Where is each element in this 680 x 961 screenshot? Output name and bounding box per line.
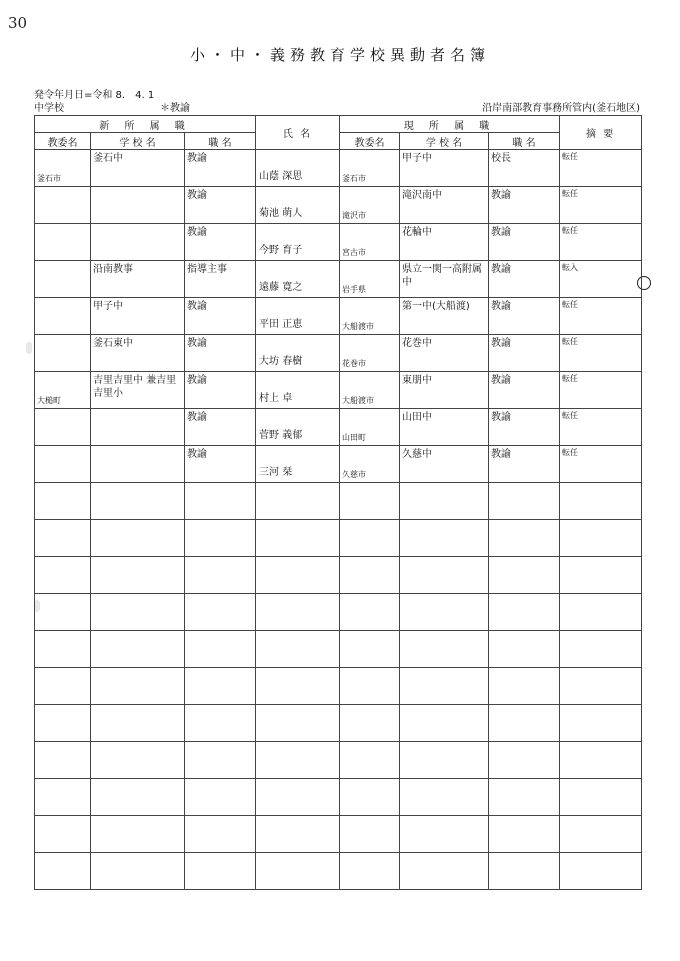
new-school-cell (91, 409, 185, 446)
empty-cell (560, 705, 642, 742)
name-cell (256, 298, 340, 335)
summary-text: 転任 (562, 300, 579, 309)
new-school-cell (91, 150, 185, 187)
new-post-text: 教諭 (187, 338, 207, 349)
summary-header: 摘 要 (560, 116, 642, 150)
summary-text: 転入 (562, 263, 579, 272)
empty-row (35, 705, 642, 742)
empty-cell (489, 705, 560, 742)
name-cell (256, 335, 340, 372)
empty-cell (489, 520, 560, 557)
empty-row (35, 483, 642, 520)
empty-cell (560, 594, 642, 631)
empty-cell (340, 816, 400, 853)
empty-cell (91, 779, 185, 816)
current-board-cell (340, 150, 400, 187)
current-post-text: 校長 (491, 153, 512, 164)
current-school-cell (400, 298, 489, 335)
new-post-text: 教諭 (187, 190, 207, 201)
empty-cell (560, 816, 642, 853)
empty-cell (185, 816, 256, 853)
empty-cell (400, 816, 489, 853)
current-post-text: 教諭 (491, 227, 512, 238)
table-row (35, 224, 642, 261)
empty-cell (489, 594, 560, 631)
current-school-cell (400, 261, 489, 298)
new-school-cell (91, 335, 185, 372)
empty-cell (35, 668, 91, 705)
page-number: 30 (8, 14, 28, 32)
empty-cell (35, 816, 91, 853)
name-cell (256, 446, 340, 483)
new-post-cell (185, 298, 256, 335)
current-school-cell (400, 372, 489, 409)
name-text: 今野 育子 (259, 245, 303, 256)
current-post-text: 教諭 (491, 449, 512, 460)
current-school-text: 第一中(大船渡) (402, 301, 470, 312)
table-row (35, 446, 642, 483)
new-post-cell (185, 372, 256, 409)
empty-row (35, 742, 642, 779)
current-board-text: 岩手県 (342, 285, 367, 294)
empty-cell (489, 668, 560, 705)
current-post-text: 教諭 (491, 375, 512, 386)
new-affiliation-header: 新 所 属 職 (35, 116, 256, 133)
empty-cell (35, 853, 91, 890)
empty-cell (489, 816, 560, 853)
empty-row (35, 594, 642, 631)
summary-cell (560, 409, 642, 446)
empty-cell (340, 779, 400, 816)
current-school-text: 花輪中 (402, 227, 433, 238)
current-post-cell (489, 446, 560, 483)
new-school-cell (91, 446, 185, 483)
empty-cell (35, 520, 91, 557)
current-school-text: 東朋中 (402, 375, 433, 386)
new-board-text: 大槌町 (37, 396, 61, 405)
issue-date: 発令年月日=令和 8. 4. 1 (34, 90, 155, 101)
name-text: 村上 卓 (259, 393, 293, 404)
new-school-cell (91, 224, 185, 261)
empty-cell (256, 520, 340, 557)
current-post-cell (489, 409, 560, 446)
new-post-cell (185, 409, 256, 446)
empty-cell (400, 853, 489, 890)
name-cell (256, 409, 340, 446)
empty-cell (560, 779, 642, 816)
summary-cell (560, 261, 642, 298)
current-school-text: 滝沢南中 (402, 190, 443, 201)
empty-cell (340, 483, 400, 520)
new-post-cell (185, 187, 256, 224)
name-cell (256, 261, 340, 298)
current-school-cell (400, 187, 489, 224)
empty-cell (340, 742, 400, 779)
summary-text: 転任 (562, 226, 579, 235)
page-title: 小・中・義務教育学校異動者名簿 (189, 46, 490, 64)
empty-cell (91, 520, 185, 557)
current-affiliation-header: 現 所 属 職 (340, 116, 560, 133)
empty-cell (185, 520, 256, 557)
transfer-table (34, 115, 642, 890)
empty-cell (185, 483, 256, 520)
empty-cell (35, 594, 91, 631)
current-post-cell (489, 372, 560, 409)
current-school-cell (400, 150, 489, 187)
new-school-text: 甲子中 (93, 301, 123, 312)
current-board-text: 花巻市 (342, 359, 367, 368)
new-board-cell (35, 446, 91, 483)
empty-cell (400, 742, 489, 779)
board-header: 教委名 (35, 133, 91, 150)
table-row (35, 409, 642, 446)
current-board-text: 大船渡市 (342, 396, 375, 405)
new-post-cell (185, 150, 256, 187)
empty-cell (400, 631, 489, 668)
empty-cell (256, 853, 340, 890)
new-board-cell (35, 372, 91, 409)
empty-row (35, 557, 642, 594)
current-board-cell (340, 261, 400, 298)
summary-cell (560, 446, 642, 483)
current-school-cell (400, 335, 489, 372)
empty-cell (400, 705, 489, 742)
table-row (35, 261, 642, 298)
current-school-text: 甲子中 (402, 153, 433, 164)
new-board-cell (35, 335, 91, 372)
empty-cell (560, 557, 642, 594)
new-school-text: 釜石中 (93, 153, 123, 164)
current-school-text: 久慈中 (402, 449, 433, 460)
empty-cell (256, 483, 340, 520)
table-row (35, 372, 642, 409)
current-school-cell (400, 409, 489, 446)
empty-cell (35, 742, 91, 779)
new-school-cell (91, 187, 185, 224)
post-type: ＊教諭 (160, 103, 190, 114)
empty-cell (340, 705, 400, 742)
school-header: 学 校 名 (91, 133, 185, 150)
empty-cell (400, 779, 489, 816)
current-board-text: 宮古市 (342, 248, 367, 257)
empty-cell (35, 483, 91, 520)
empty-cell (256, 668, 340, 705)
new-board-cell (35, 298, 91, 335)
current-post-text: 教諭 (491, 301, 512, 312)
empty-cell (35, 779, 91, 816)
empty-cell (185, 668, 256, 705)
current-school-cell (400, 224, 489, 261)
empty-cell (340, 520, 400, 557)
current-board-cell (340, 409, 400, 446)
empty-cell (560, 853, 642, 890)
current-board-header: 教委名 (340, 133, 400, 150)
current-board-text: 釜石市 (342, 174, 367, 183)
empty-row (35, 816, 642, 853)
empty-cell (489, 779, 560, 816)
empty-cell (35, 705, 91, 742)
empty-cell (256, 631, 340, 668)
empty-cell (185, 853, 256, 890)
new-post-cell (185, 224, 256, 261)
current-board-text: 大船渡市 (342, 322, 375, 331)
empty-cell (256, 816, 340, 853)
new-board-text: 釜石市 (37, 174, 61, 183)
empty-cell (91, 594, 185, 631)
empty-cell (91, 705, 185, 742)
new-school-text: 吉里吉里中 兼吉里吉里小 (93, 375, 177, 399)
new-board-cell (35, 187, 91, 224)
new-school-text (91, 409, 184, 411)
current-post-cell (489, 187, 560, 224)
empty-cell (489, 853, 560, 890)
current-school-text: 花巻中 (402, 338, 433, 349)
empty-cell (560, 631, 642, 668)
new-post-text: 教諭 (187, 375, 207, 386)
empty-row (35, 631, 642, 668)
empty-row (35, 853, 642, 890)
empty-cell (91, 483, 185, 520)
empty-cell (185, 742, 256, 779)
new-school-text: 沿南教事 (93, 264, 133, 275)
new-post-text: 教諭 (187, 301, 207, 312)
post-header: 職 名 (185, 133, 256, 150)
empty-row (35, 779, 642, 816)
summary-cell (560, 187, 642, 224)
empty-cell (400, 557, 489, 594)
current-board-cell (340, 187, 400, 224)
empty-cell (340, 853, 400, 890)
new-post-text: 教諭 (187, 449, 207, 460)
name-cell (256, 224, 340, 261)
empty-cell (340, 557, 400, 594)
school-type: 中学校 (34, 103, 64, 114)
summary-cell (560, 298, 642, 335)
summary-cell (560, 335, 642, 372)
name-cell (256, 150, 340, 187)
office-name: 沿岸南部教育事務所管内(釜石地区) (482, 103, 640, 114)
current-school-cell (400, 446, 489, 483)
empty-cell (489, 742, 560, 779)
empty-cell (400, 594, 489, 631)
empty-cell (256, 557, 340, 594)
new-post-cell (185, 261, 256, 298)
empty-cell (256, 705, 340, 742)
summary-text: 転任 (562, 337, 579, 346)
empty-cell (91, 853, 185, 890)
new-school-cell (91, 298, 185, 335)
current-post-text: 教諭 (491, 412, 512, 423)
name-header: 氏 名 (256, 116, 340, 150)
empty-cell (91, 631, 185, 668)
name-text: 大坊 春樹 (259, 356, 303, 367)
empty-cell (91, 742, 185, 779)
empty-cell (35, 557, 91, 594)
name-cell (256, 187, 340, 224)
empty-cell (91, 816, 185, 853)
current-board-cell (340, 335, 400, 372)
summary-cell (560, 224, 642, 261)
current-post-text: 教諭 (491, 190, 512, 201)
summary-cell (560, 150, 642, 187)
new-post-text: 指導主事 (187, 264, 227, 275)
current-post-text: 教諭 (491, 338, 512, 349)
current-school-header: 学 校 名 (400, 133, 489, 150)
current-post-text: 教諭 (491, 264, 512, 275)
current-post-cell (489, 150, 560, 187)
current-board-text: 山田町 (342, 433, 367, 442)
new-school-cell (91, 261, 185, 298)
empty-cell (91, 557, 185, 594)
empty-cell (400, 483, 489, 520)
new-school-text (91, 224, 184, 226)
current-school-text: 山田中 (402, 412, 433, 423)
name-text: 遠藤 寛之 (259, 282, 303, 293)
empty-cell (256, 742, 340, 779)
current-post-cell (489, 298, 560, 335)
empty-cell (560, 520, 642, 557)
new-post-text: 教諭 (187, 412, 207, 423)
table-row (35, 150, 642, 187)
new-post-cell (185, 335, 256, 372)
empty-cell (489, 483, 560, 520)
current-post-cell (489, 224, 560, 261)
summary-text: 転任 (562, 189, 579, 198)
empty-cell (185, 705, 256, 742)
new-board-cell (35, 409, 91, 446)
current-post-cell (489, 335, 560, 372)
table-row (35, 335, 642, 372)
current-board-cell (340, 224, 400, 261)
current-board-text: 滝沢市 (342, 211, 367, 220)
summary-text: 転任 (562, 448, 579, 457)
empty-cell (35, 631, 91, 668)
new-board-cell (35, 224, 91, 261)
current-post-cell (489, 261, 560, 298)
table-row (35, 187, 642, 224)
summary-text: 転任 (562, 374, 579, 383)
empty-cell (340, 631, 400, 668)
scan-mark (26, 342, 32, 354)
empty-cell (340, 594, 400, 631)
new-board-cell (35, 261, 91, 298)
name-cell (256, 372, 340, 409)
name-text: 三河 栞 (259, 467, 293, 478)
current-board-text: 久慈市 (342, 470, 367, 479)
name-text: 山蔭 深思 (259, 171, 303, 182)
empty-cell (340, 668, 400, 705)
summary-text: 転任 (562, 152, 579, 161)
current-board-cell (340, 298, 400, 335)
new-school-text (91, 187, 184, 189)
table-row (35, 298, 642, 335)
empty-row (35, 520, 642, 557)
empty-cell (560, 742, 642, 779)
name-text: 菅野 義郁 (259, 430, 303, 441)
name-text: 平田 正恵 (259, 319, 303, 330)
current-school-text: 県立一関一高附属中 (402, 264, 483, 288)
empty-cell (185, 557, 256, 594)
new-school-cell (91, 372, 185, 409)
empty-row (35, 668, 642, 705)
empty-cell (489, 631, 560, 668)
empty-cell (560, 483, 642, 520)
new-post-text: 教諭 (187, 153, 207, 164)
summary-text: 転任 (562, 411, 579, 420)
empty-cell (185, 594, 256, 631)
new-school-text (91, 446, 184, 448)
current-board-cell (340, 446, 400, 483)
empty-cell (185, 631, 256, 668)
new-post-text: 教諭 (187, 227, 207, 238)
summary-cell (560, 372, 642, 409)
empty-cell (400, 520, 489, 557)
new-post-cell (185, 446, 256, 483)
empty-cell (256, 594, 340, 631)
empty-cell (400, 668, 489, 705)
empty-cell (256, 779, 340, 816)
empty-cell (489, 557, 560, 594)
current-board-cell (340, 372, 400, 409)
new-school-text: 釜石東中 (93, 338, 133, 349)
name-text: 菊池 萌人 (259, 208, 303, 219)
empty-cell (91, 668, 185, 705)
empty-cell (560, 668, 642, 705)
current-post-header: 職 名 (489, 133, 560, 150)
new-board-cell (35, 150, 91, 187)
empty-cell (185, 779, 256, 816)
